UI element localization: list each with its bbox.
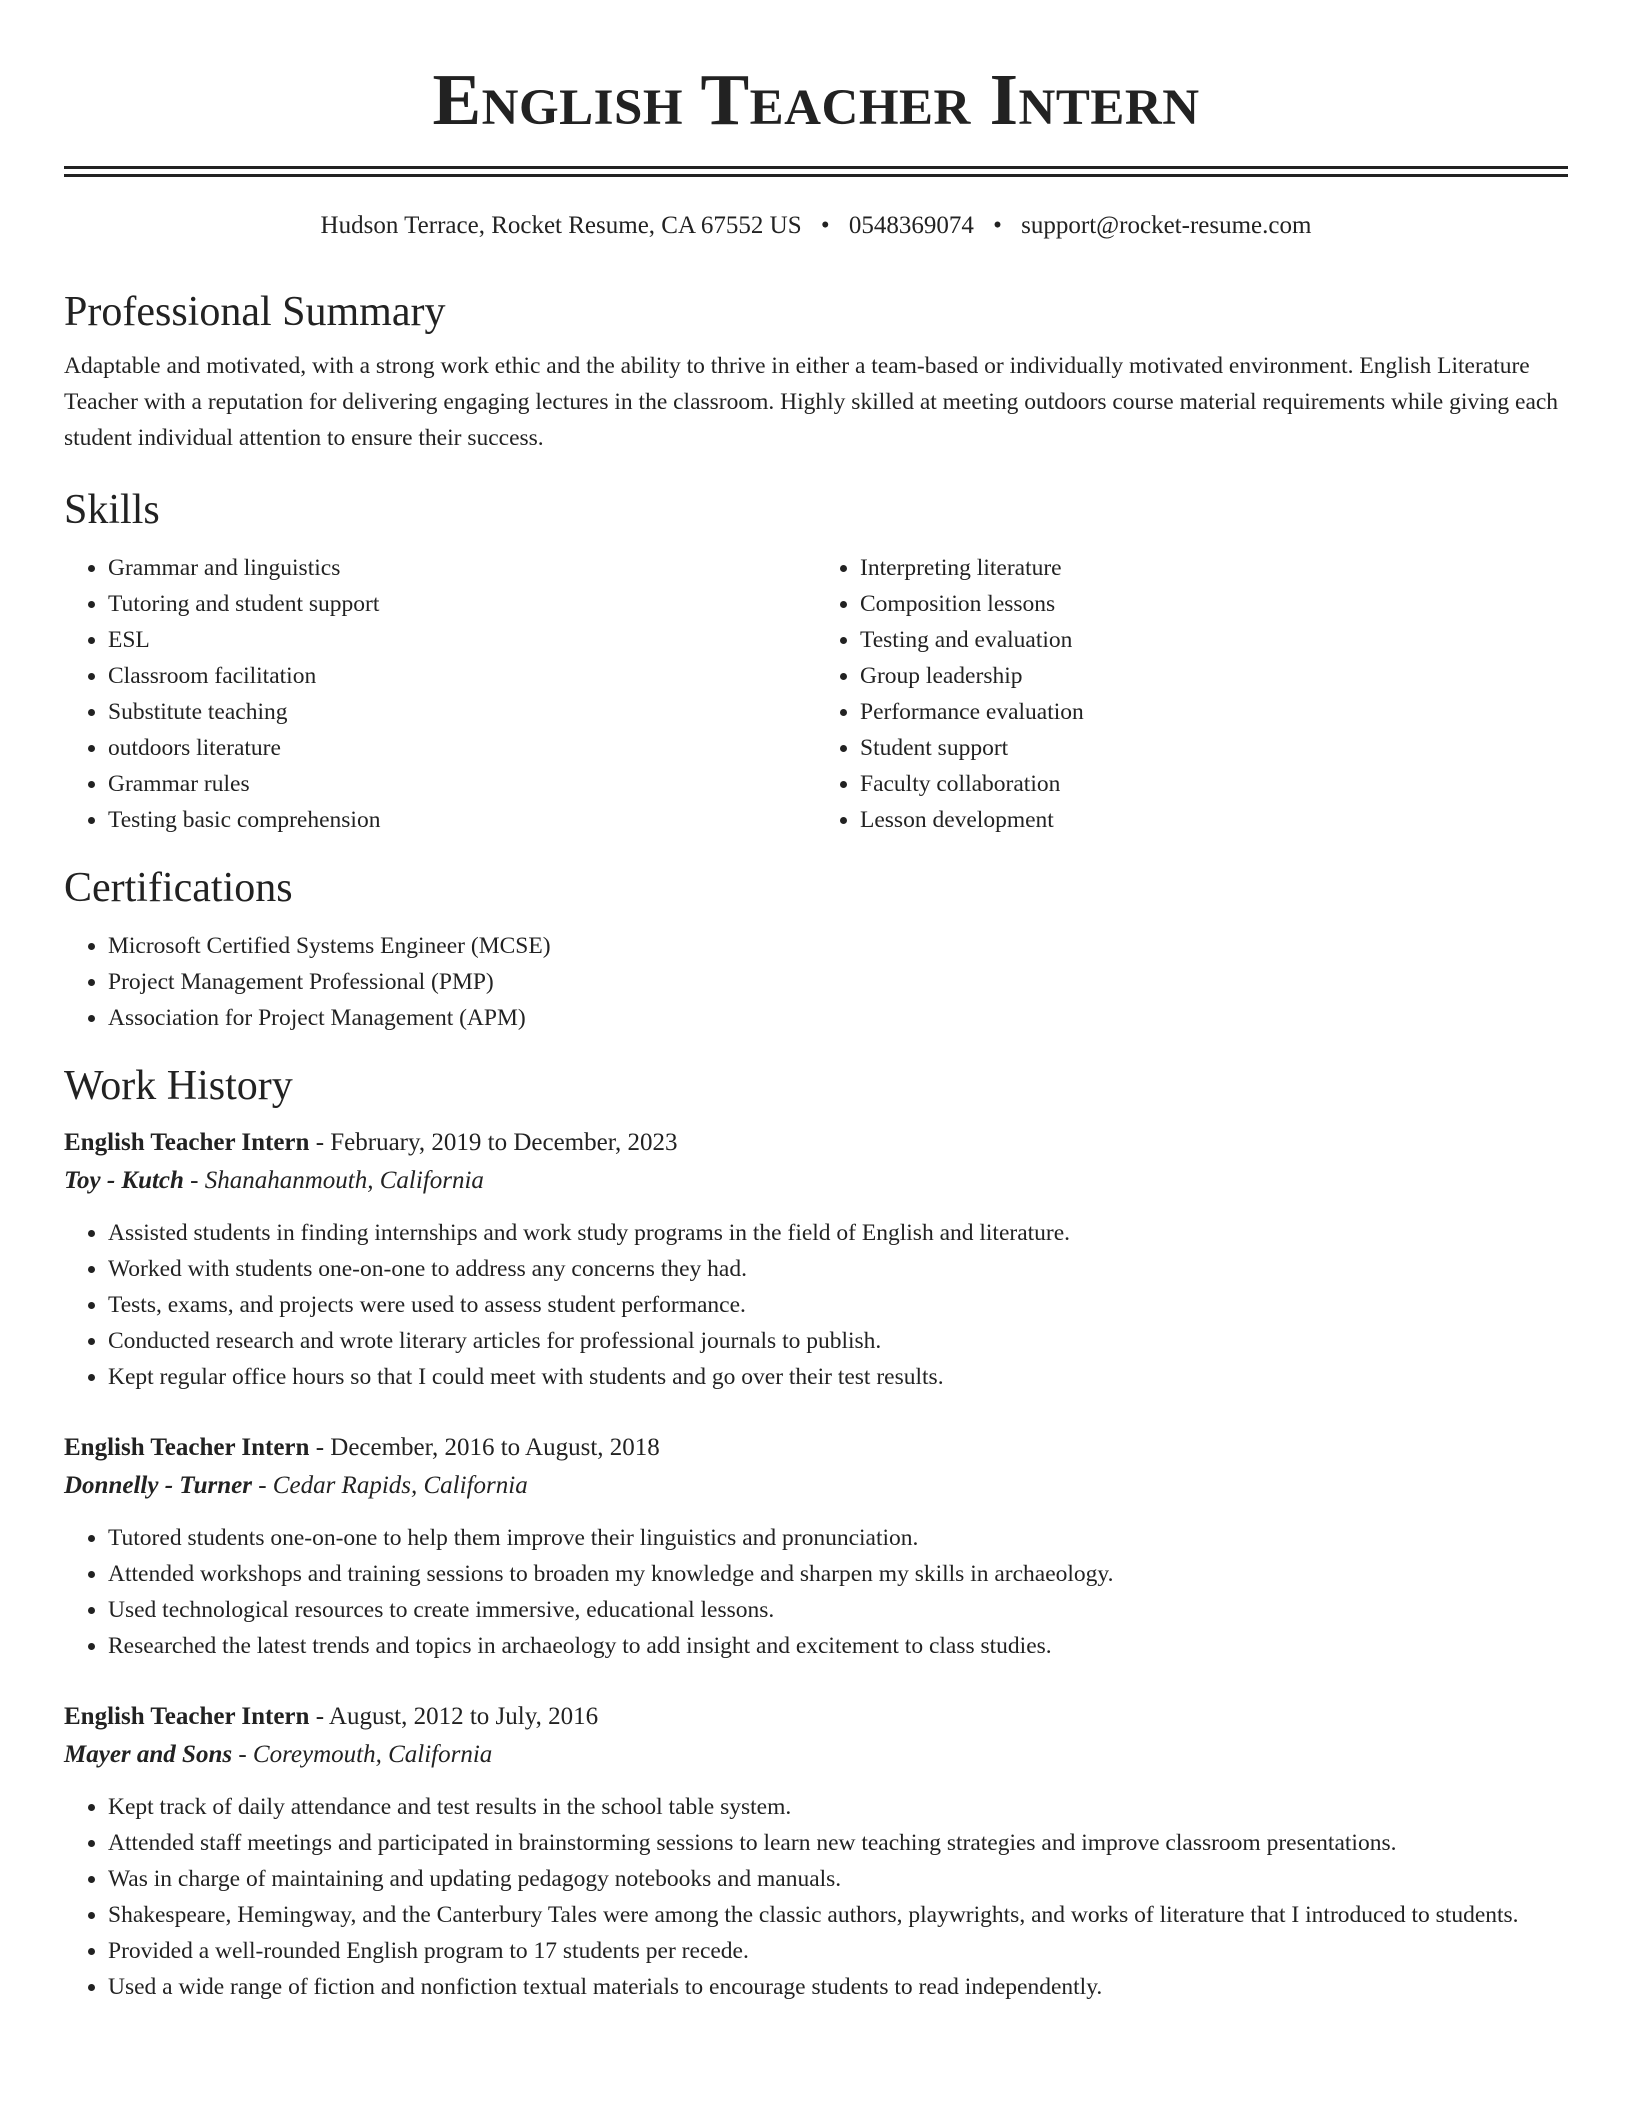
- job-duty: • Used a wide range of fiction and nonfiction textual materials to encourage students to read independently.: [108, 1969, 1568, 2005]
- certification-item: • Microsoft Certified Systems Engineer (MCSE): [108, 928, 1568, 964]
- job-duty: • Researched the latest trends and topics in archaeology to add insight and excitement to class studies.: [108, 1628, 1568, 1664]
- skill-item: • Composition lessons: [860, 586, 1568, 622]
- job-title-line: [64, 1698, 1568, 1736]
- contact-email: support@rocket-resume.com: [1021, 212, 1312, 239]
- job-title-line: [64, 1124, 1568, 1162]
- job-duty: • Attended staff meetings and participated in brainstorming sessions to learn new teaching strategies and improve classroom presentations.: [108, 1825, 1568, 1861]
- contact-phone: 0548369074: [848, 212, 974, 239]
- job-title: English Teacher Intern: [64, 1129, 310, 1156]
- job-entry: [64, 1698, 1568, 2005]
- job-location: - Shanahanmouth, California: [183, 1167, 484, 1194]
- job-duty: • Was in charge of maintaining and updating pedagogy notebooks and manuals.: [108, 1861, 1568, 1897]
- job-duties-list: [64, 1520, 1568, 1664]
- contact-address: Hudson Terrace, Rocket Resume, CA 67552 US: [320, 212, 802, 239]
- job-dates: - December, 2016 to August, 2018: [309, 1434, 660, 1461]
- certifications-list: [64, 928, 1568, 1036]
- job-location: - Coreymouth, California: [232, 1741, 493, 1768]
- job-duty: • Assisted students in finding internships and work study programs in the field of English and literature.: [108, 1215, 1568, 1251]
- job-duty: • Provided a well-rounded English program to 17 students per recede.: [108, 1933, 1568, 1969]
- summary-text: Adaptable and motivated, with a strong work ethic and the ability to thrive in either a team-based or individually motivated environment. English Literature Teacher with a reputation for delivering engaging lectures in the classroom. Highly skilled at meeting outdoors course material requirements while giving each student individual attention to ensure their success.: [64, 353, 1559, 451]
- skill-item: • Lesson development: [860, 802, 1568, 838]
- skill-item: • Grammar rules: [108, 766, 816, 802]
- title-divider-bottom: [64, 174, 1568, 177]
- job-company-line: [64, 1467, 1568, 1505]
- skill-item: • Faculty collaboration: [860, 766, 1568, 802]
- job-dates: - February, 2019 to December, 2023: [309, 1129, 678, 1156]
- work-history-heading: Work History: [64, 1063, 293, 1109]
- job-title: English Teacher Intern: [64, 1434, 310, 1461]
- job-company-line: [64, 1162, 1568, 1200]
- summary-heading: Professional Summary: [64, 289, 446, 335]
- job-duty: • Worked with students one-on-one to address any concerns they had.: [108, 1251, 1568, 1287]
- job-entry: [64, 1429, 1568, 1664]
- job-entry: [64, 1124, 1568, 1395]
- skill-item: • Testing basic comprehension: [108, 802, 816, 838]
- contact-separator: •: [993, 212, 1002, 239]
- resume-title: English Teacher Intern: [432, 59, 1200, 140]
- job-duty: • Attended workshops and training sessions to broaden my knowledge and sharpen my skills in archaeology.: [108, 1556, 1568, 1592]
- skill-item: • Substitute teaching: [108, 694, 816, 730]
- job-company: Toy - Kutch: [64, 1167, 184, 1194]
- skills-column-left: [64, 550, 816, 838]
- job-duties-list: [64, 1789, 1568, 2005]
- skills-heading: Skills: [64, 487, 160, 533]
- skill-item: • outdoors literature: [108, 730, 816, 766]
- skill-item: • ESL: [108, 622, 816, 658]
- job-duty: • Kept regular office hours so that I could meet with students and go over their test results.: [108, 1359, 1568, 1395]
- skill-item: • Classroom facilitation: [108, 658, 816, 694]
- job-duty: • Used technological resources to create immersive, educational lessons.: [108, 1592, 1568, 1628]
- skill-item: • Interpreting literature: [860, 550, 1568, 586]
- certification-item: • Project Management Professional (PMP): [108, 964, 1568, 1000]
- job-dates: - August, 2012 to July, 2016: [309, 1703, 599, 1730]
- skill-item: • Testing and evaluation: [860, 622, 1568, 658]
- skill-item: • Tutoring and student support: [108, 586, 816, 622]
- job-duty: • Tutored students one-on-one to help them improve their linguistics and pronunciation.: [108, 1520, 1568, 1556]
- job-location: - Cedar Rapids, California: [251, 1472, 528, 1499]
- contact-separator: •: [820, 212, 830, 239]
- job-company: Donnelly - Turner: [64, 1472, 252, 1499]
- contact-line: [64, 210, 1568, 242]
- skill-item: • Performance evaluation: [860, 694, 1568, 730]
- job-duty: • Conducted research and wrote literary articles for professional journals to publish.: [108, 1323, 1568, 1359]
- skill-item: • Student support: [860, 730, 1568, 766]
- skill-item: • Grammar and linguistics: [108, 550, 816, 586]
- job-duties-list: [64, 1215, 1568, 1395]
- job-duty: • Tests, exams, and projects were used to assess student performance.: [108, 1287, 1568, 1323]
- skill-item: • Group leadership: [860, 658, 1568, 694]
- certification-item: • Association for Project Management (APM): [108, 1000, 1568, 1036]
- job-company-line: [64, 1736, 1568, 1774]
- job-title-line: [64, 1429, 1568, 1467]
- skills-column-right: [816, 550, 1568, 838]
- skills-list: [64, 550, 1568, 838]
- job-company: Mayer and Sons: [64, 1741, 233, 1768]
- title-divider-top: [64, 166, 1568, 169]
- certifications-heading: Certifications: [64, 865, 293, 911]
- job-title: English Teacher Intern: [64, 1703, 310, 1730]
- job-duty: • Kept track of daily attendance and test results in the school table system.: [108, 1789, 1568, 1825]
- job-duty: • Shakespeare, Hemingway, and the Canterbury Tales were among the classic authors, playwrights, and works of literature that I introduced to students.: [108, 1897, 1568, 1933]
